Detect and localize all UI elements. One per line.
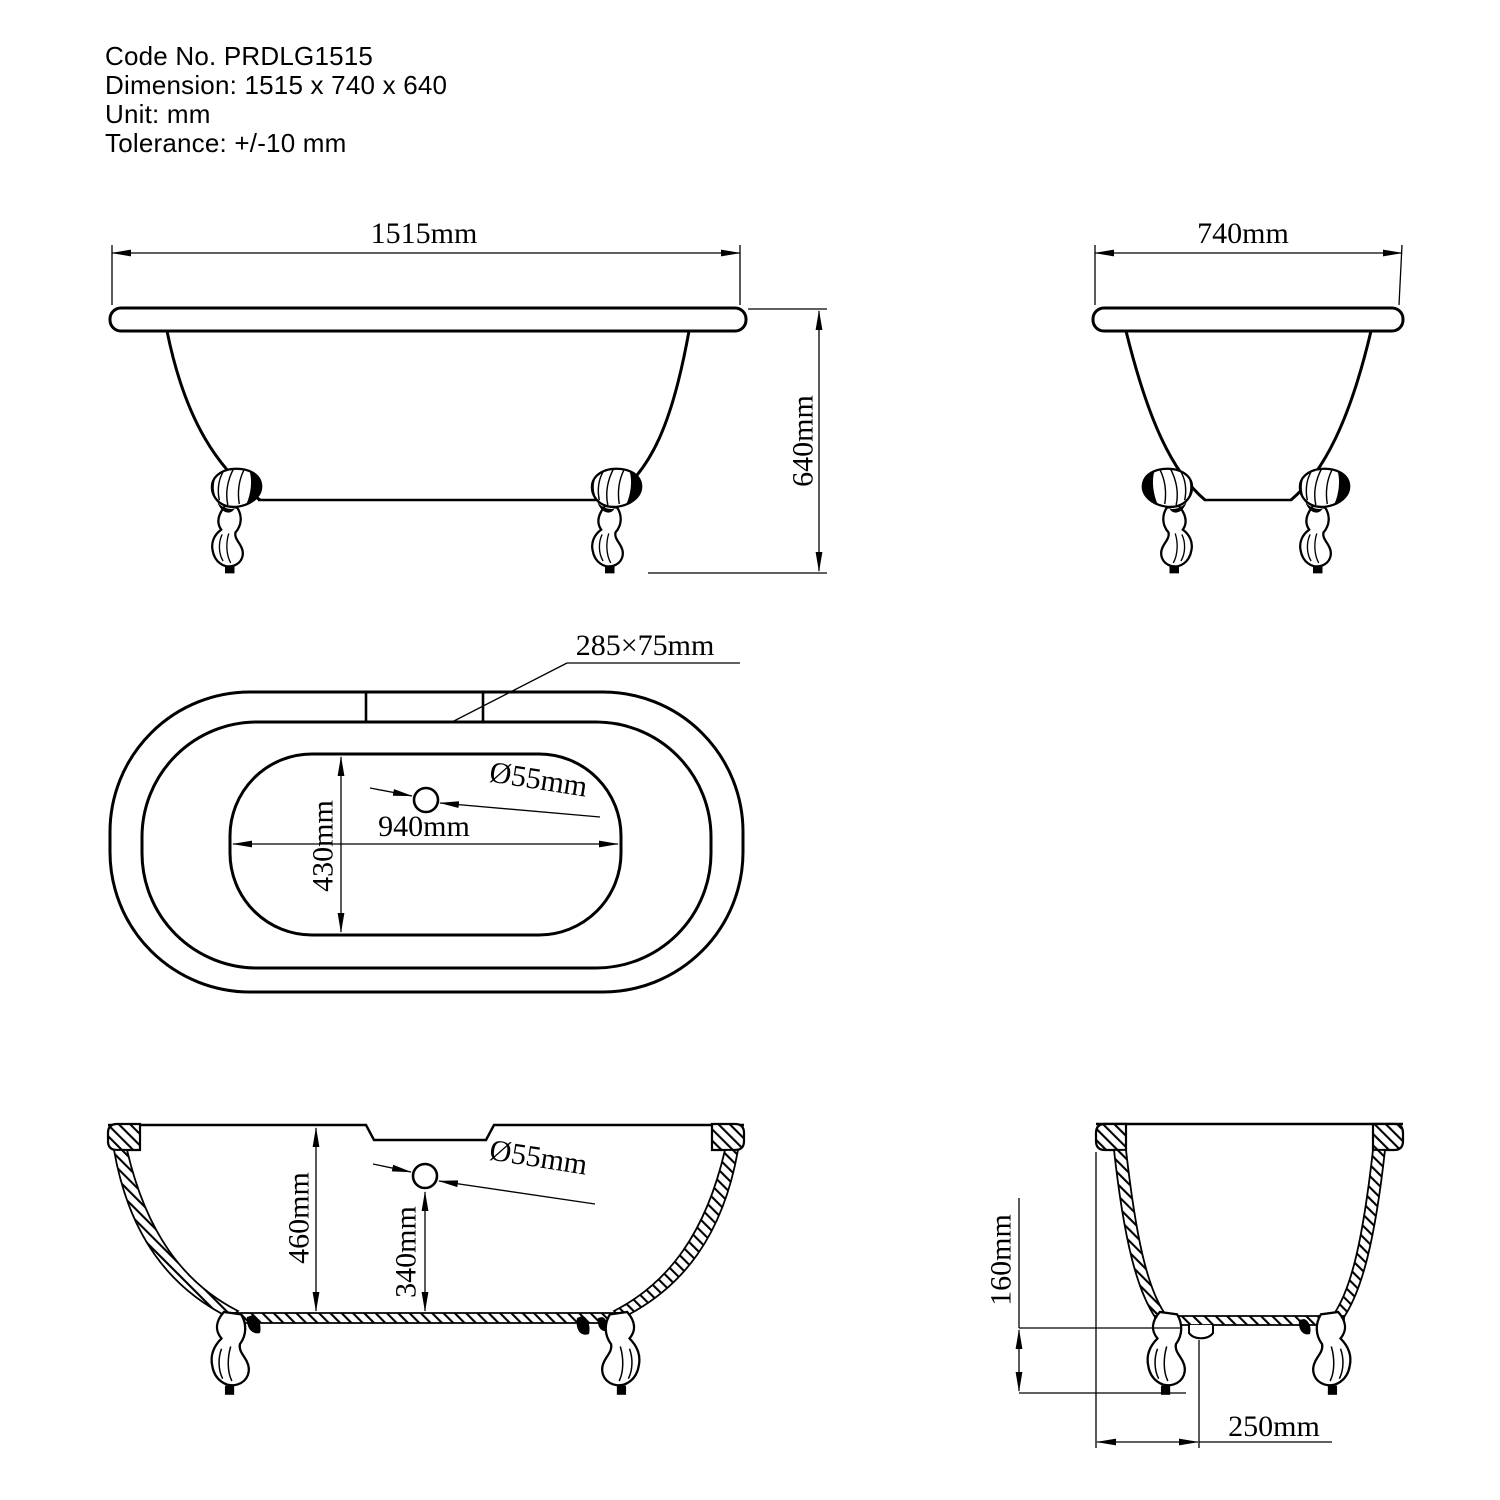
claw-foot <box>1143 469 1192 574</box>
section-drain-diameter-label: Ø55mm <box>487 1133 590 1182</box>
floor-section <box>1155 1316 1344 1325</box>
drain-diameter-label: Ø55mm <box>487 755 590 804</box>
drain-offset-dim-label: 250mm <box>1228 1410 1320 1443</box>
long-section-view <box>108 1124 744 1395</box>
rim-cut-hatch <box>1373 1124 1403 1150</box>
inner-width-dim-label: 430mm <box>306 800 340 892</box>
header-tolerance: Tolerance: +/-10 mm <box>105 128 347 158</box>
drain-circle <box>413 1164 437 1188</box>
drain-height-dim-label: 340mm <box>389 1206 423 1298</box>
end-width-dim-label: 740mm <box>1197 217 1289 250</box>
claw-foot <box>1313 1312 1350 1395</box>
side-length-dim-label: 1515mm <box>370 217 478 250</box>
rim-cut-hatch <box>712 1124 744 1150</box>
claw-foot <box>212 469 261 574</box>
side-view <box>110 217 827 573</box>
extension-line <box>1399 245 1402 305</box>
inner-rim-outline <box>142 722 711 968</box>
top-view <box>110 629 743 992</box>
floor-section <box>228 1313 622 1323</box>
tub-rim <box>110 308 746 331</box>
rim-cut-hatch <box>1096 1124 1126 1150</box>
depth-dim-label: 460mm <box>282 1172 316 1264</box>
side-height-dim-label: 640mm <box>786 395 820 487</box>
cross-section-view <box>985 1124 1404 1448</box>
leg-clearance-dim-label: 160mm <box>984 1214 1018 1306</box>
drain-circle <box>414 788 438 812</box>
leader-line <box>373 1164 411 1172</box>
rim-cut-hatch <box>108 1124 140 1150</box>
drain-outlet <box>1189 1325 1213 1338</box>
claw-foot <box>1300 469 1349 574</box>
leader-line <box>439 1181 595 1204</box>
recess-dim-label: 285×75mm <box>575 629 715 662</box>
claw-foot <box>602 1312 639 1395</box>
tub-rim <box>1093 308 1403 331</box>
rim-top-line <box>108 1125 744 1140</box>
claw-foot <box>1148 1312 1185 1395</box>
wall-section <box>614 1150 738 1318</box>
header-code: Code No. PRDLG1515 <box>105 41 374 71</box>
wall-section <box>114 1150 238 1318</box>
leader-line <box>370 788 412 796</box>
inner-length-dim-label: 940mm <box>378 810 470 843</box>
header-dimension: Dimension: 1515 x 740 x 640 <box>105 70 448 100</box>
wall-section <box>1334 1150 1385 1320</box>
wall-section <box>1114 1150 1165 1320</box>
claw-foot <box>212 1312 249 1395</box>
header-unit: Unit: mm <box>105 99 211 129</box>
claw-foot <box>592 469 641 574</box>
end-view <box>1093 217 1403 573</box>
